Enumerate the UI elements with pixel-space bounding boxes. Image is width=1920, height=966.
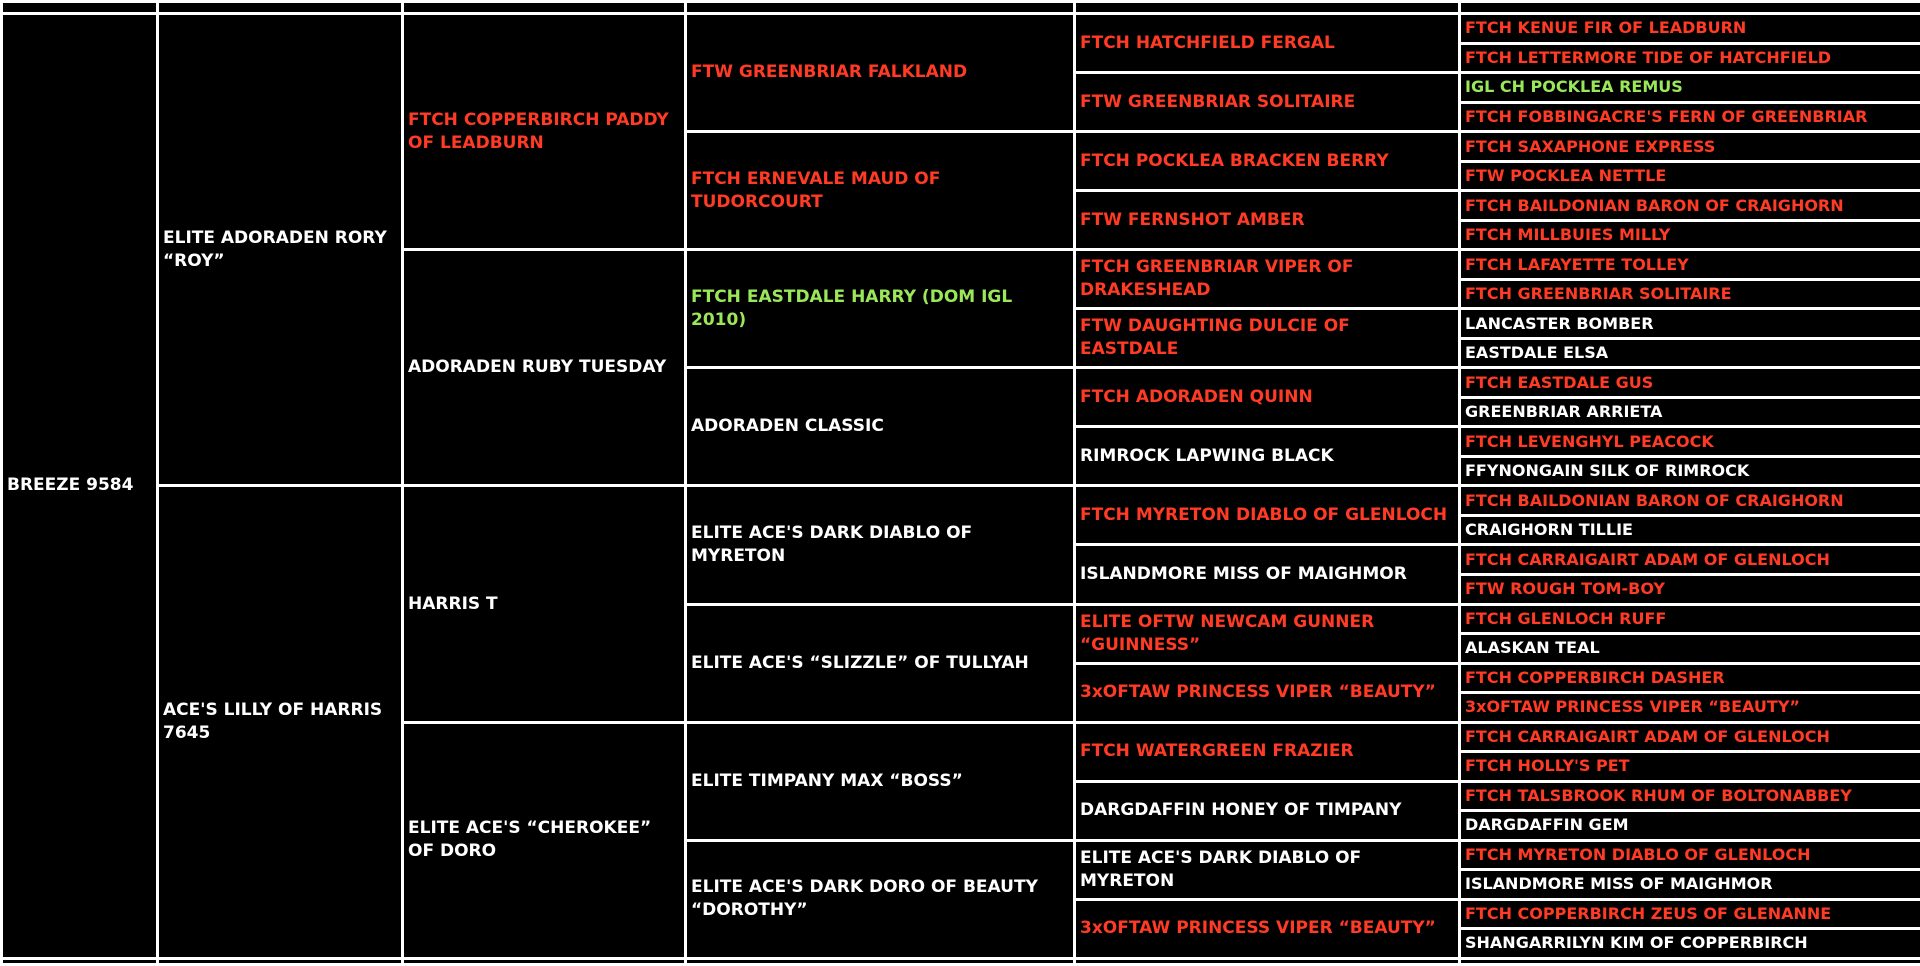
grandparent-name: FTCH COPPERBIRCH PADDY OF LEADBURN: [403, 14, 686, 250]
gen5-ancestor-name: DARGDAFFIN GEM: [1460, 811, 1920, 841]
parent-name: ELITE ADORADEN RORY “ROY”: [158, 14, 403, 486]
gen5-ancestor-name: FTCH CARRAIGAIRT ADAM OF GLENLOCH: [1460, 545, 1920, 575]
gen5-ancestor-name: FTCH FOBBINGACRE'S FERN OF GREENBRIAR: [1460, 102, 1920, 132]
gen5-ancestor-name: SHANGARRILYN KIM OF COPPERBIRCH: [1460, 929, 1920, 959]
gen5-ancestor-name: FTCH LETTERMORE TIDE OF HATCHFIELD: [1460, 43, 1920, 73]
great-grandparent-name: ELITE ACE'S DARK DORO OF BEAUTY “DOROTHY”: [686, 840, 1075, 958]
gen4-ancestor-name: FTCH MYRETON DIABLO OF GLENLOCH: [1075, 486, 1460, 545]
gen5-ancestor-name: ISLANDMORE MISS OF MAIGHMOR: [1460, 870, 1920, 900]
gen4-ancestor-name: FTCH WATERGREEN FRAZIER: [1075, 722, 1460, 781]
gen5-ancestor-name: FTCH LEVENGHYL PEACOCK: [1460, 427, 1920, 457]
edge-cell: [158, 2, 403, 14]
gen4-ancestor-name: FTCH POCKLEA BRACKEN BERRY: [1075, 132, 1460, 191]
table-top-edge-row: [2, 2, 1920, 14]
edge-cell: [1075, 958, 1460, 964]
great-grandparent-name: ELITE TIMPANY MAX “BOSS”: [686, 722, 1075, 840]
gen5-ancestor-name: FTCH COPPERBIRCH ZEUS OF GLENANNE: [1460, 899, 1920, 929]
gen5-ancestor-name: FTCH LAFAYETTE TOLLEY: [1460, 250, 1920, 280]
gen4-ancestor-name: ELITE OFTW NEWCAM GUNNER “GUINNESS”: [1075, 604, 1460, 663]
edge-cell: [2, 2, 158, 14]
great-grandparent-name: FTCH EASTDALE HARRY (DOM IGL 2010): [686, 250, 1075, 368]
edge-cell: [1075, 2, 1460, 14]
grandparent-name: HARRIS T: [403, 486, 686, 722]
gen5-ancestor-name: IGL CH POCKLEA REMUS: [1460, 73, 1920, 103]
edge-cell: [403, 2, 686, 14]
gen5-ancestor-name: FTCH SAXAPHONE EXPRESS: [1460, 132, 1920, 162]
gen4-ancestor-name: ISLANDMORE MISS OF MAIGHMOR: [1075, 545, 1460, 604]
gen4-ancestor-name: RIMROCK LAPWING BLACK: [1075, 427, 1460, 486]
edge-cell: [158, 958, 403, 964]
edge-cell: [403, 958, 686, 964]
parent-name: ACE'S LILLY OF HARRIS 7645: [158, 486, 403, 958]
pedigree-row: [2, 14, 1920, 44]
gen5-ancestor-name: FTCH BAILDONIAN BARON OF CRAIGHORN: [1460, 191, 1920, 221]
gen4-ancestor-name: 3xOFTAW PRINCESS VIPER “BEAUTY”: [1075, 899, 1460, 958]
gen4-ancestor-name: FTW GREENBRIAR SOLITAIRE: [1075, 73, 1460, 132]
gen4-ancestor-name: FTW FERNSHOT AMBER: [1075, 191, 1460, 250]
gen4-ancestor-name: FTCH HATCHFIELD FERGAL: [1075, 14, 1460, 73]
gen4-ancestor-name: ELITE ACE'S DARK DIABLO OF MYRETON: [1075, 840, 1460, 899]
gen5-ancestor-name: FTCH GLENLOCH RUFF: [1460, 604, 1920, 634]
gen5-ancestor-name: FTCH EASTDALE GUS: [1460, 368, 1920, 398]
gen5-ancestor-name: FTCH MILLBUIES MILLY: [1460, 220, 1920, 250]
gen5-ancestor-name: FTCH HOLLY'S PET: [1460, 752, 1920, 782]
gen4-ancestor-name: FTW DAUGHTING DULCIE OF EASTDALE: [1075, 309, 1460, 368]
grandparent-name: ELITE ACE'S “CHEROKEE” OF DORO: [403, 722, 686, 958]
edge-cell: [1460, 2, 1920, 14]
gen5-ancestor-name: LANCASTER BOMBER: [1460, 309, 1920, 339]
gen5-ancestor-name: FTW ROUGH TOM-BOY: [1460, 575, 1920, 605]
edge-cell: [686, 2, 1075, 14]
edge-cell: [686, 958, 1075, 964]
gen4-ancestor-name: FTCH ADORADEN QUINN: [1075, 368, 1460, 427]
great-grandparent-name: FTW GREENBRIAR FALKLAND: [686, 14, 1075, 132]
gen5-ancestor-name: FTCH TALSBROOK RHUM OF BOLTONABBEY: [1460, 781, 1920, 811]
gen5-ancestor-name: FFYNONGAIN SILK OF RIMROCK: [1460, 456, 1920, 486]
great-grandparent-name: FTCH ERNEVALE MAUD OF TUDORCOURT: [686, 132, 1075, 250]
great-grandparent-name: ELITE ACE'S DARK DIABLO OF MYRETON: [686, 486, 1075, 604]
gen5-ancestor-name: FTCH BAILDONIAN BARON OF CRAIGHORN: [1460, 486, 1920, 516]
pedigree-row: [2, 486, 1920, 516]
grandparent-name: ADORADEN RUBY TUESDAY: [403, 250, 686, 486]
great-grandparent-name: ADORADEN CLASSIC: [686, 368, 1075, 486]
gen5-ancestor-name: 3xOFTAW PRINCESS VIPER “BEAUTY”: [1460, 693, 1920, 723]
table-bottom-edge-row: [2, 958, 1920, 964]
gen5-ancestor-name: EASTDALE ELSA: [1460, 338, 1920, 368]
gen5-ancestor-name: GREENBRIAR ARRIETA: [1460, 397, 1920, 427]
gen4-ancestor-name: DARGDAFFIN HONEY OF TIMPANY: [1075, 781, 1460, 840]
gen5-ancestor-name: FTCH KENUE FIR OF LEADBURN: [1460, 14, 1920, 44]
gen4-ancestor-name: FTCH GREENBRIAR VIPER OF DRAKESHEAD: [1075, 250, 1460, 309]
gen5-ancestor-name: FTCH MYRETON DIABLO OF GLENLOCH: [1460, 840, 1920, 870]
gen5-ancestor-name: CRAIGHORN TILLIE: [1460, 515, 1920, 545]
great-grandparent-name: ELITE ACE'S “SLIZZLE” OF TULLYAH: [686, 604, 1075, 722]
dog-name: BREEZE 9584: [2, 14, 158, 959]
edge-cell: [2, 958, 158, 964]
gen5-ancestor-name: ALASKAN TEAL: [1460, 634, 1920, 664]
edge-cell: [1460, 958, 1920, 964]
gen5-ancestor-name: FTW POCKLEA NETTLE: [1460, 161, 1920, 191]
gen5-ancestor-name: FTCH CARRAIGAIRT ADAM OF GLENLOCH: [1460, 722, 1920, 752]
gen5-ancestor-name: FTCH GREENBRIAR SOLITAIRE: [1460, 279, 1920, 309]
gen5-ancestor-name: FTCH COPPERBIRCH DASHER: [1460, 663, 1920, 693]
gen4-ancestor-name: 3xOFTAW PRINCESS VIPER “BEAUTY”: [1075, 663, 1460, 722]
